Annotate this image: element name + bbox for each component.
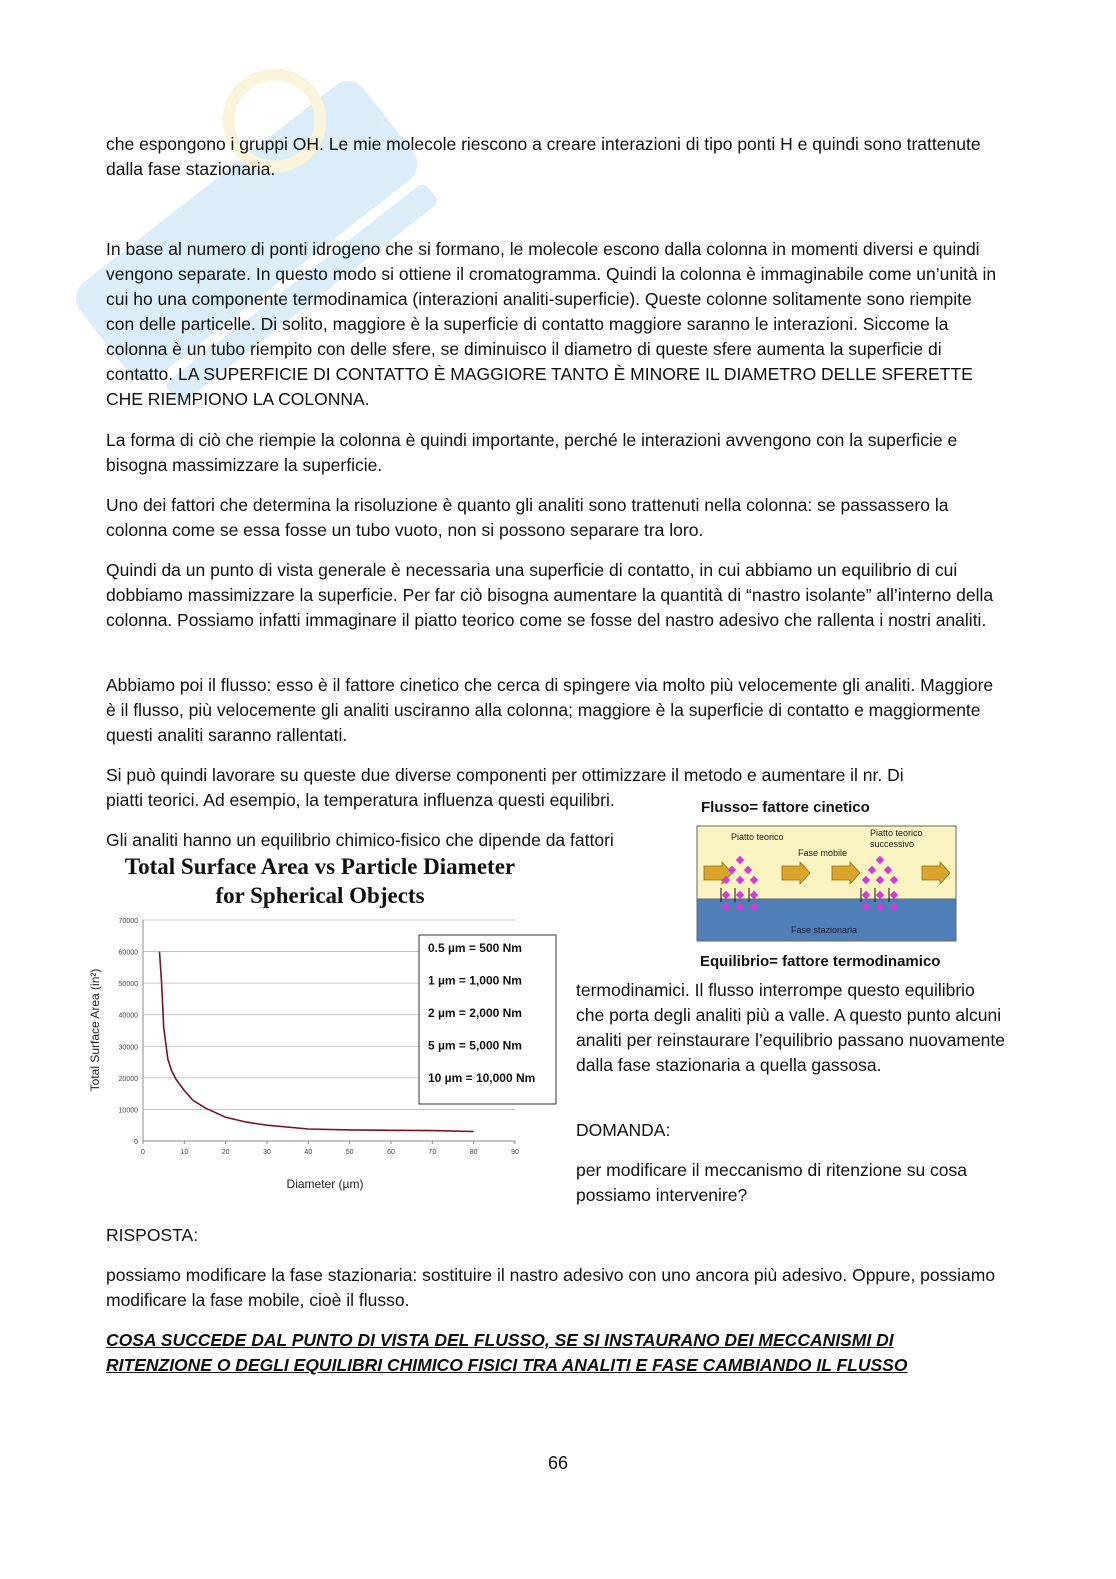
label-piatto-successivo-2: successivo bbox=[870, 839, 915, 849]
chart-x-tick-label: 90 bbox=[511, 1149, 519, 1156]
chart-x-tick-label: 10 bbox=[180, 1149, 189, 1156]
chart-title-line-2: for Spherical Objects bbox=[215, 883, 425, 908]
paragraph-2: In base al numero di ponti idrogeno che si formano, le molecole escono dalla colonna in momenti diversi e quindi vengono separate. In questo modo si ottiene il cromatogramma. Quindi la colonna è immaginabile come un’unità in cui ho una componente termodinamica (interazioni analiti-superficie). Queste colonne solitamente sono riempite con delle particelle. Di solito, maggiore è la superficie di contatto maggiore saranno le interazioni. Siccome la colonna è un tubo riempito con delle sfere, se diminuisco il diametro di queste sfere aumenta la superficie di contatto. LA SUPERFICIE DI CONTATTO È MAGGIORE TANTO È MINORE IL DIAMETRO DELLE SFERETTE CHE RIEMPIONO LA COLONNA. bbox=[106, 239, 997, 409]
section-heading: COSA SUCCEDE DAL PUNTO DI VISTA DEL FLUSSO, SE SI INSTAURANO DEI MECCANISMI DI RITENZIONE O DEGLI EQUILIBRI CHIMICO FISICI TRA ANALITI E FASE CAMBIANDO IL FLUSSO bbox=[106, 1330, 908, 1375]
paragraph-5: Quindi da un punto di vista generale è necessaria una superficie di contatto, in cui abbiamo un equilibrio di cui dobbiamo massimizzare la superficie. Per far ciò bisogna aumentare la quantità di “nastro isolante” all’interno della colonna. Possiamo infatti immaginare il piatto teorico come se fosse del nastro adesivo che rallenta i nostri analiti. bbox=[106, 560, 994, 630]
chart-legend-item: 2 µm = 2,000 Nm bbox=[428, 1006, 522, 1020]
label-piatto-teorico: Piatto teorico bbox=[731, 832, 784, 842]
chart-y-tick-label: 10000 bbox=[118, 1107, 138, 1115]
chart-title-line-1: Total Surface Area vs Particle Diameter bbox=[124, 854, 516, 879]
chart-x-tick-label: 20 bbox=[221, 1149, 230, 1156]
chart-y-tick-label: 70000 bbox=[118, 918, 138, 925]
chart-legend-item: 5 µm = 5,000 Nm bbox=[428, 1038, 522, 1053]
chart-legend-item: 0.5 µm = 500 Nm bbox=[428, 941, 522, 955]
chart-y-tick-label: 60000 bbox=[118, 949, 138, 957]
diagram-caption: Equilibrio= fattore termodinamico bbox=[700, 953, 941, 970]
chart-ylabel: Total Surface Area (in²) bbox=[88, 968, 102, 1092]
paragraph-8-line-1: Gli analiti hanno un equilibrio chimico-fisico che dipende da fattori bbox=[106, 830, 614, 850]
surface-area-chart bbox=[85, 910, 565, 1200]
paragraph-3: La forma di ciò che riempie la colonna è quindi importante, perché le interazioni avvengono con la superficie e bisogna massimizzare la superficie. bbox=[106, 430, 958, 475]
chart-title bbox=[100, 852, 540, 910]
chart-x-tick-label: 30 bbox=[263, 1149, 271, 1156]
paragraph-8-line-2: termodinamici. Il flusso interrompe questo equilibrio che porta degli analiti più a valle. A questo punto alcuni analiti per reinstaurare l’equilibrio passano nuovamente dalla fase stazionaria a quella gassosa. bbox=[576, 980, 1006, 1075]
chart-y-tick-label: 30000 bbox=[118, 1044, 138, 1052]
chart-legend-item: 1 µm = 1,000 Nm bbox=[428, 973, 522, 988]
chart-y-tick-label: 20000 bbox=[118, 1075, 138, 1083]
paragraph-6: Abbiamo poi il flusso: esso è il fattore cinetico che cerca di spingere via molto più velocemente gli analiti. Maggiore è il flusso, più velocemente gli analiti usciranno alla colonna; maggiore è la superficie di contatto e maggiormente questi analiti saranno rallentati. bbox=[106, 675, 994, 745]
domanda-text: per modificare il meccanismo di ritenzione su cosa possiamo intervenire? bbox=[576, 1160, 967, 1205]
paragraph-4: Uno dei fattori che determina la risoluzione è quanto gli analiti sono trattenuti nella colonna: se passassero la colonna come se essa fosse un tubo vuoto, non si possono separare tra loro. bbox=[106, 495, 949, 540]
chart-x-tick-label: 80 bbox=[469, 1149, 478, 1156]
paragraph-7-line-1: Si può quindi lavorare su queste due diverse componenti per ottimizzare il metodo e aumentare il nr. Di bbox=[106, 765, 904, 785]
chart-x-tick-label: 60 bbox=[387, 1149, 395, 1156]
chart-x-tick-label: 0 bbox=[141, 1149, 145, 1156]
diagram-title: Flusso= fattore cinetico bbox=[701, 799, 870, 816]
risposta-label: RISPOSTA: bbox=[106, 1225, 199, 1245]
flow-diagram bbox=[690, 795, 990, 975]
chart-x-tick-label: 70 bbox=[428, 1149, 437, 1156]
chart-xlabel: Diameter (µm) bbox=[286, 1177, 364, 1191]
chart-y-tick-label: 0 bbox=[134, 1139, 138, 1146]
chart-y-tick-label: 40000 bbox=[118, 1012, 138, 1020]
chart-x-tick-label: 40 bbox=[304, 1149, 313, 1156]
chart-x-tick-label: 50 bbox=[345, 1149, 354, 1156]
label-fase-mobile: Fase mobile bbox=[798, 848, 848, 858]
label-piatto-successivo-1: Piatto teorico bbox=[870, 828, 923, 838]
paragraph-1: che espongono i gruppi OH. Le mie molecole riescono a creare interazioni di tipo ponti H e quindi sono trattenute dalla fase stazionaria. bbox=[106, 134, 981, 179]
label-fase-stazionaria: Fase stazionaria bbox=[791, 925, 858, 935]
page-number: 66 bbox=[547, 1453, 569, 1473]
domanda-label: DOMANDA: bbox=[576, 1120, 671, 1140]
chart-legend-item: 10 µm = 10,000 Nm bbox=[428, 1071, 536, 1085]
risposta-text: possiamo modificare la fase stazionaria: sostituire il nastro adesivo con uno ancora più adesivo. Oppure, possiamo modificare la fase mobile, cioè il flusso. bbox=[106, 1265, 996, 1310]
chart-y-tick-label: 50000 bbox=[118, 981, 138, 989]
paragraph-7-line-2: piatti teorici. Ad esempio, la temperatura influenza questi equilibri. bbox=[106, 790, 615, 810]
